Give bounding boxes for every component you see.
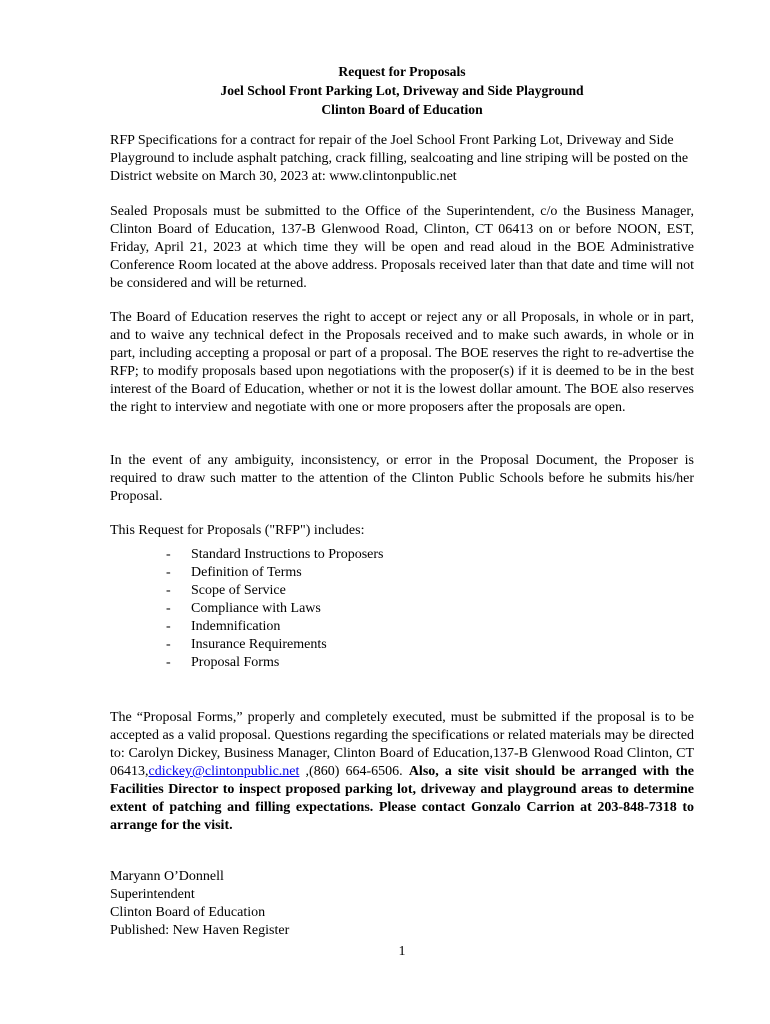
signature-organization: Clinton Board of Education — [110, 905, 266, 920]
list-item-label: Indemnification — [191, 619, 281, 634]
contact-phone-text: ,(860) 664-6506. — [299, 764, 409, 779]
includes-list — [166, 546, 383, 672]
ambiguity-paragraph: In the event of any ambiguity, inconsistency, or error in the Proposal Document, the Proposer is required to draw such matter to the attention of the Clinton Public Schools before he submits his/her Proposal. — [110, 453, 694, 504]
list-item-label: Scope of Service — [191, 583, 286, 598]
page-number: 1 — [398, 944, 406, 959]
list-item — [166, 636, 383, 654]
dash-bullet: - — [166, 619, 171, 634]
signature-title: Superintendent — [110, 887, 195, 902]
dash-bullet: - — [166, 583, 171, 598]
signature-block — [110, 868, 289, 940]
dash-bullet: - — [166, 565, 171, 580]
list-item-label: Standard Instructions to Proposers — [191, 547, 384, 562]
header-project: Joel School Front Parking Lot, Driveway and Side Playground — [220, 83, 584, 98]
specifications-paragraph: RFP Specifications for a contract for repair of the Joel School Front Parking Lot, Driveway and Side Playground to include asphalt patching, crack filling, sealcoating and line striping will be posted on the District website on March 30, 2023 at: www.clintonpublic.net — [110, 133, 689, 184]
dash-bullet: - — [166, 637, 171, 652]
dash-bullet: - — [166, 655, 171, 670]
proposal-forms-text: The “Proposal Forms,” properly and completely executed, must be submitted if the proposal is to be accepted as a valid proposal. Questions regarding the specifications or related materials may be directed to: Carolyn Dickey, Business Manager, Clinton Board of Education,137-B Glenwood Road Clinton, CT 06413, — [110, 710, 694, 779]
published-note: Published: New Haven Register — [110, 923, 290, 938]
list-item-label: Definition of Terms — [191, 565, 302, 580]
includes-intro: This Request for Proposals ("RFP") includes: — [110, 523, 365, 538]
header-organization: Clinton Board of Education — [321, 102, 483, 117]
list-item — [166, 654, 383, 672]
dash-bullet: - — [166, 601, 171, 616]
list-item — [166, 546, 383, 564]
contact-email-link[interactable]: cdickey@clintonpublic.net — [148, 764, 300, 779]
header-title: Request for Proposals — [338, 64, 466, 79]
proposal-forms-paragraph — [110, 709, 694, 835]
site-visit-notice: Also, a site visit should be arranged with the Facilities Director to inspect proposed parking lot, driveway and playground areas to determine extent of patching and filling expectations. Please contact Gonzalo Carrion at 203-848-7318 to arrange for the visit. — [110, 764, 694, 833]
submission-paragraph: Sealed Proposals must be submitted to the Office of the Superintendent, c/o the Business Manager, Clinton Board of Education, 137-B Glenwood Road, Clinton, CT 06413 on or before NOON, EST, Friday, April 21, 2023 at which time they will be open and read aloud in the BOE Administrative Conference Room located at the above address. Proposals received later than that date and time will not be considered and will be returned. — [110, 204, 694, 291]
dash-bullet: - — [166, 547, 171, 562]
list-item — [166, 600, 383, 618]
list-item-label: Proposal Forms — [191, 655, 280, 670]
rights-paragraph: The Board of Education reserves the right to accept or reject any or all Proposals, in whole or in part, and to waive any technical defect in the Proposals received and to make such awards, in whole or in part, including accepting a proposal or part of a proposal. The BOE reserves the right to re-advertise the RFP; to modify proposals based upon negotiations with the proposer(s) if it is deemed to be in the best interest of the Board of Education, whether or not it is the lowest dollar amount. The BOE also reserves the right to interview and negotiate with one or more proposers after the proposals are open. — [110, 310, 694, 415]
list-item-label: Insurance Requirements — [191, 637, 327, 652]
list-item — [166, 618, 383, 636]
list-item-label: Compliance with Laws — [191, 601, 321, 616]
list-item — [166, 564, 383, 582]
document-header — [110, 62, 694, 119]
signature-name: Maryann O’Donnell — [110, 869, 224, 884]
list-item — [166, 582, 383, 600]
